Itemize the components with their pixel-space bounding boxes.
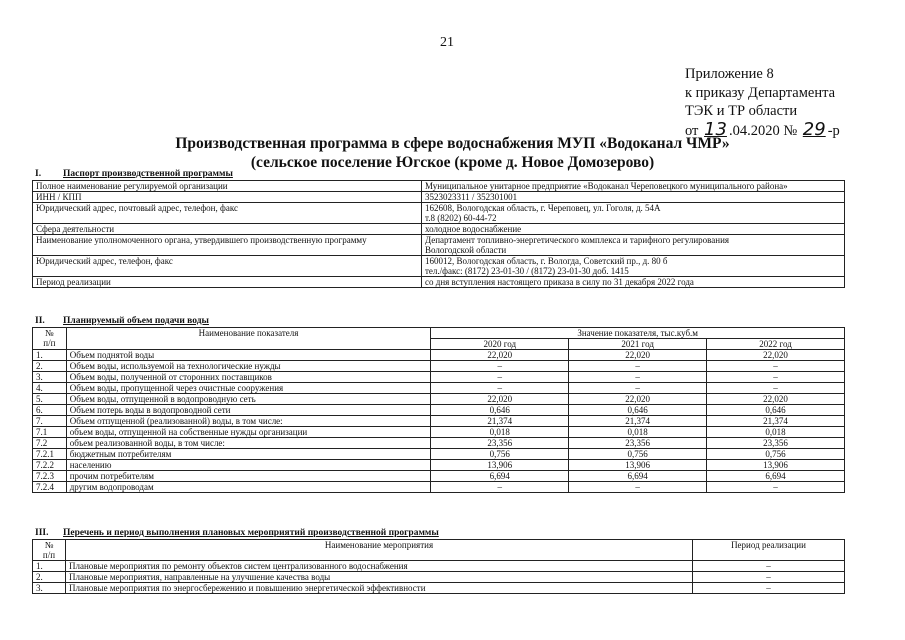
table-row (33, 561, 845, 572)
passport-row (33, 235, 845, 256)
table-row (33, 460, 845, 471)
indicator-value: 22,020 (431, 394, 569, 405)
section-1-number: I. (35, 169, 42, 179)
table-row (33, 361, 845, 372)
indicator-name: Объем потерь воды в водопроводной сети (66, 405, 431, 416)
table-row (33, 350, 845, 361)
indicator-name: бюджетным потребителям (66, 449, 431, 460)
indicator-name: прочим потребителям (66, 471, 431, 482)
passport-value-line-2: тел./факс: (8172) 23-01-30 / (8172) 23-01-30 доб. 1415 (425, 266, 629, 276)
table-row (33, 416, 845, 427)
indicator-value: 0,756 (431, 449, 569, 460)
appendix-block (685, 65, 840, 140)
date-prefix: от (685, 122, 699, 139)
row-number: 7.2.4 (33, 482, 67, 493)
order-suffix: -р (827, 122, 840, 139)
table-row (33, 438, 845, 449)
passport-value (422, 181, 845, 192)
passport-label: Сфера деятельности (33, 224, 422, 235)
row-number: 1. (33, 350, 67, 361)
indicator-value: 22,020 (431, 350, 569, 361)
passport-value (422, 203, 845, 224)
row-number: 2. (33, 361, 67, 372)
passport-row (33, 224, 845, 235)
passport-value-line: 162608, Вологодская область, г. Череповец, ул. Гоголя, д. 54А (425, 203, 661, 213)
table-row (33, 405, 845, 416)
table-row (33, 482, 845, 493)
date-rest: .04.2020 № (728, 122, 798, 139)
indicator-name: Объем воды, полученной от сторонних поставщиков (66, 372, 431, 383)
indicator-value: 21,374 (707, 416, 845, 427)
indicator-value: – (431, 383, 569, 394)
row-number: 7.1 (33, 427, 67, 438)
indicator-value: 22,020 (569, 394, 707, 405)
passport-row (33, 256, 845, 277)
passport-label: Период реализации (33, 277, 422, 288)
page-number: 21 (440, 35, 454, 50)
indicator-value: 21,374 (569, 416, 707, 427)
indicator-value: 0,646 (569, 405, 707, 416)
measure-name: Плановые мероприятия, направленные на улучшение качества воды (66, 572, 693, 583)
indicator-value: – (569, 361, 707, 372)
indicator-value: – (707, 482, 845, 493)
indicator-name: Объем воды, используемой на технологические нужды (66, 361, 431, 372)
indicator-value: 0,018 (569, 427, 707, 438)
indicator-value: 0,756 (569, 449, 707, 460)
passport-value (422, 277, 845, 288)
passport-value-line: 160012, Вологодская область, г. Вологда, Советский пр., д. 80 б (425, 256, 668, 266)
table-row (33, 394, 845, 405)
indicator-value: – (431, 482, 569, 493)
col-period-header: Период реализации (693, 540, 845, 561)
col-num-header: № п/п (33, 540, 66, 561)
table-row (33, 372, 845, 383)
section-3-heading (35, 528, 439, 538)
passport-row (33, 181, 845, 192)
col-measure-header: Наименование мероприятия (66, 540, 693, 561)
indicator-name: объем реализованной воды, в том числе: (66, 438, 431, 449)
row-number: 7. (33, 416, 67, 427)
indicator-value: 23,356 (431, 438, 569, 449)
passport-value-line-2: т.8 (8202) 60-44-72 (425, 213, 497, 223)
indicator-value: 22,020 (707, 350, 845, 361)
indicator-value: – (707, 361, 845, 372)
indicator-value: 21,374 (431, 416, 569, 427)
passport-row (33, 192, 845, 203)
passport-value (422, 224, 845, 235)
order-number: 29 (802, 118, 826, 140)
indicator-value: 13,906 (707, 460, 845, 471)
passport-value-line: холодное водоснабжение (425, 224, 522, 234)
row-number: 3. (33, 372, 67, 383)
year-2021-header: 2021 год (569, 339, 707, 350)
passport-table (32, 180, 845, 288)
passport-label: Юридический адрес, телефон, факс (33, 256, 422, 277)
section-1-heading (35, 169, 233, 179)
indicator-name: Объем воды, отпущенной в водопроводную сеть (66, 394, 431, 405)
indicator-value: – (431, 372, 569, 383)
measures-table (32, 539, 845, 594)
passport-label: Наименование уполномоченного органа, утвердившего производственную программу (33, 235, 422, 256)
table-row (33, 471, 845, 482)
table-row (33, 427, 845, 438)
indicator-name: Объем воды, пропущенной через очистные сооружения (66, 383, 431, 394)
date-day: 13 (704, 118, 727, 140)
table-row (33, 449, 845, 460)
appendix-line-3: ТЭК и ТР области (685, 103, 798, 119)
table-row (33, 383, 845, 394)
passport-value (422, 192, 845, 203)
passport-row (33, 277, 845, 288)
row-number: 6. (33, 405, 67, 416)
indicator-value: 6,694 (569, 471, 707, 482)
indicator-value: – (569, 383, 707, 394)
measure-name: Плановые мероприятия по ремонту объектов систем централизованного водоснабжения (66, 561, 693, 572)
passport-value-line: со дня вступления настоящего приказа в силу по 31 декабря 2022 года (425, 277, 694, 287)
section-2-title: Планируемый объем подачи воды (63, 316, 209, 326)
indicator-name: Объем отпущенной (реализованной) воды, в том числе: (66, 416, 431, 427)
indicator-value: – (707, 383, 845, 394)
indicator-value: – (569, 372, 707, 383)
passport-label: ИНН / КПП (33, 192, 422, 203)
indicator-value: – (707, 372, 845, 383)
passport-label: Юридический адрес, почтовый адрес, телефон, факс (33, 203, 422, 224)
section-1-title: Паспорт производственной программы (63, 169, 233, 179)
title-line-2: (сельское поселение Югское (кроме д. Новое Домозерово) (250, 154, 655, 171)
indicator-value: 6,694 (707, 471, 845, 482)
title-line-1: Производственная программа в сфере водоснабжения МУП «Водоканал ЧМР» (175, 135, 730, 152)
col-num-header: № п/п (33, 328, 67, 350)
water-volume-table (32, 327, 845, 493)
section-3-number: III. (35, 528, 49, 538)
row-number: 7.2.3 (33, 471, 67, 482)
indicator-value: 13,906 (569, 460, 707, 471)
row-number: 5. (33, 394, 67, 405)
passport-value-line-2: Вологодской области (425, 245, 507, 255)
indicator-name: другим водопроводам (66, 482, 431, 493)
indicator-name: населению (66, 460, 431, 471)
indicator-name: объем воды, отпущенной на собственные нужды организации (66, 427, 431, 438)
col-name-header: Наименование показателя (66, 328, 431, 350)
indicator-value: 0,018 (431, 427, 569, 438)
year-2020-header: 2020 год (431, 339, 569, 350)
indicator-value: – (569, 482, 707, 493)
year-2022-header: 2022 год (707, 339, 845, 350)
passport-value (422, 235, 845, 256)
appendix-line-1: Приложение 8 (685, 66, 774, 82)
indicator-value: – (431, 361, 569, 372)
measure-period: – (693, 572, 845, 583)
indicator-value: 6,694 (431, 471, 569, 482)
passport-value (422, 256, 845, 277)
row-number: 7.2 (33, 438, 67, 449)
measure-period: – (693, 561, 845, 572)
indicator-value: 0,646 (431, 405, 569, 416)
indicator-value: 0,018 (707, 427, 845, 438)
row-number: 7.2.2 (33, 460, 67, 471)
indicator-value: 23,356 (569, 438, 707, 449)
col-value-header: Значение показателя, тыс.куб.м (431, 328, 845, 339)
section-3-title: Перечень и период выполнения плановых мероприятий производственной программы (63, 528, 439, 538)
row-number: 1. (33, 561, 66, 572)
measure-period: – (693, 583, 845, 594)
row-number: 4. (33, 383, 67, 394)
passport-row (33, 203, 845, 224)
table-row (33, 583, 845, 594)
row-number: 7.2.1 (33, 449, 67, 460)
indicator-value: 23,356 (707, 438, 845, 449)
passport-value-line: Департамент топливно-энергетического комплекса и тарифного регулирования (425, 235, 730, 245)
section-2-number: II. (35, 316, 45, 326)
measure-name: Плановые мероприятия по энергосбережению и повышению энергетической эффективности (66, 583, 693, 594)
appendix-line-2: к приказу Департамента (685, 84, 836, 101)
document-title (0, 134, 905, 172)
indicator-value: 22,020 (707, 394, 845, 405)
indicator-value: 22,020 (569, 350, 707, 361)
passport-value-line: Муниципальное унитарное предприятие «Водоканал Череповецкого муниципального района» (425, 181, 788, 191)
row-number: 3. (33, 583, 66, 594)
table-row (33, 572, 845, 583)
indicator-name: Объем поднятой воды (66, 350, 431, 361)
indicator-value: 0,646 (707, 405, 845, 416)
section-2-heading (35, 316, 209, 326)
indicator-value: 13,906 (431, 460, 569, 471)
passport-value-line: 3523023311 / 352301001 (425, 192, 518, 202)
passport-label: Полное наименование регулируемой организации (33, 181, 422, 192)
row-number: 2. (33, 572, 66, 583)
indicator-value: 0,756 (707, 449, 845, 460)
